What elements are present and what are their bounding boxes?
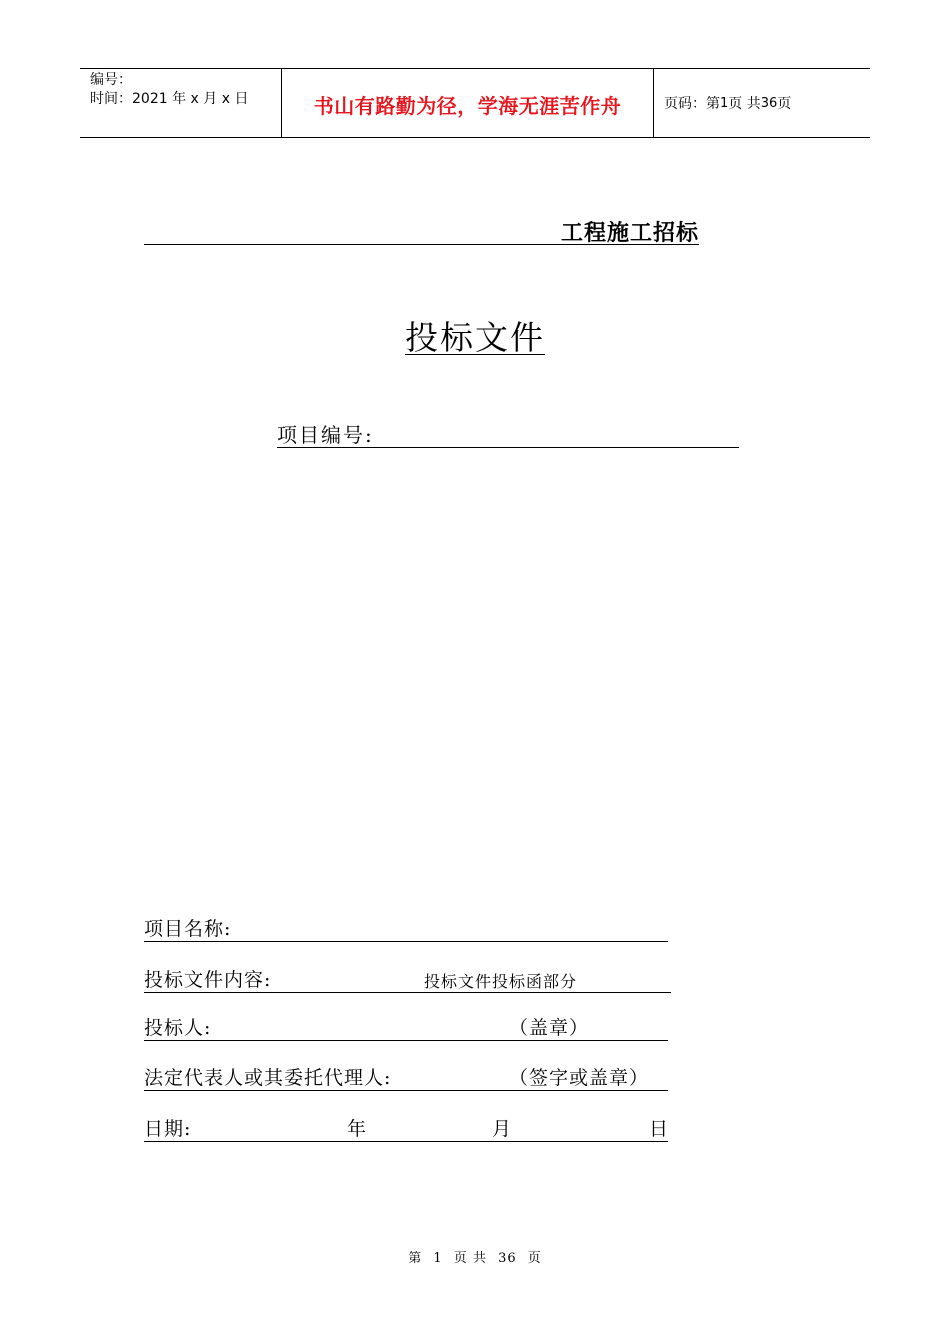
number-label: 编号： bbox=[90, 72, 132, 88]
representative-value: （签字或盖章） bbox=[509, 1067, 650, 1089]
page-suffix: 页 bbox=[777, 96, 792, 112]
project-number-field bbox=[277, 423, 739, 448]
page-prefix: 页码：第 bbox=[664, 96, 720, 112]
document-title-text: 投标文件 bbox=[405, 318, 545, 357]
bidder-label: 投标人: bbox=[144, 1017, 212, 1039]
footer-prefix: 第 bbox=[408, 1251, 423, 1266]
project-number-label: 项目编号: bbox=[277, 423, 374, 447]
time-label: 时间：2021 年 x 月 x 日 bbox=[90, 91, 249, 107]
page-footer bbox=[0, 1247, 950, 1266]
representative-field bbox=[144, 1066, 668, 1091]
page-mid: 页 共 bbox=[728, 96, 761, 112]
bidder-field bbox=[144, 1016, 668, 1041]
project-type: 工程施工招标 bbox=[560, 221, 699, 246]
footer-suffix: 页 bbox=[527, 1251, 542, 1266]
project-type-line bbox=[144, 218, 699, 245]
document-title bbox=[0, 312, 950, 359]
page-current: 1 bbox=[720, 95, 729, 111]
page-header bbox=[80, 68, 870, 138]
date-label: 日期: bbox=[144, 1118, 192, 1140]
header-meta-cell bbox=[80, 69, 281, 137]
representative-label: 法定代表人或其委托代理人: bbox=[144, 1067, 392, 1089]
header-motto-cell bbox=[281, 69, 654, 137]
project-name-label: 项目名称: bbox=[144, 918, 232, 940]
date-field bbox=[144, 1117, 668, 1142]
date-day: 日 bbox=[649, 1118, 670, 1140]
content-field bbox=[144, 968, 671, 993]
date-year: 年 bbox=[347, 1118, 368, 1140]
header-page-cell bbox=[654, 69, 870, 137]
date-month: 月 bbox=[492, 1118, 513, 1140]
motto-text: 书山有路勤为径，学海无涯苦作舟 bbox=[313, 93, 622, 118]
content-value: 投标文件投标函部分 bbox=[424, 972, 578, 991]
project-name-field bbox=[144, 917, 668, 942]
page-total: 36 bbox=[760, 95, 778, 111]
bidder-value: （盖章） bbox=[509, 1017, 590, 1039]
footer-current: 1 bbox=[433, 1251, 443, 1266]
content-label: 投标文件内容: bbox=[144, 969, 272, 991]
footer-mid: 页 共 bbox=[453, 1251, 487, 1266]
footer-total: 36 bbox=[498, 1251, 517, 1266]
